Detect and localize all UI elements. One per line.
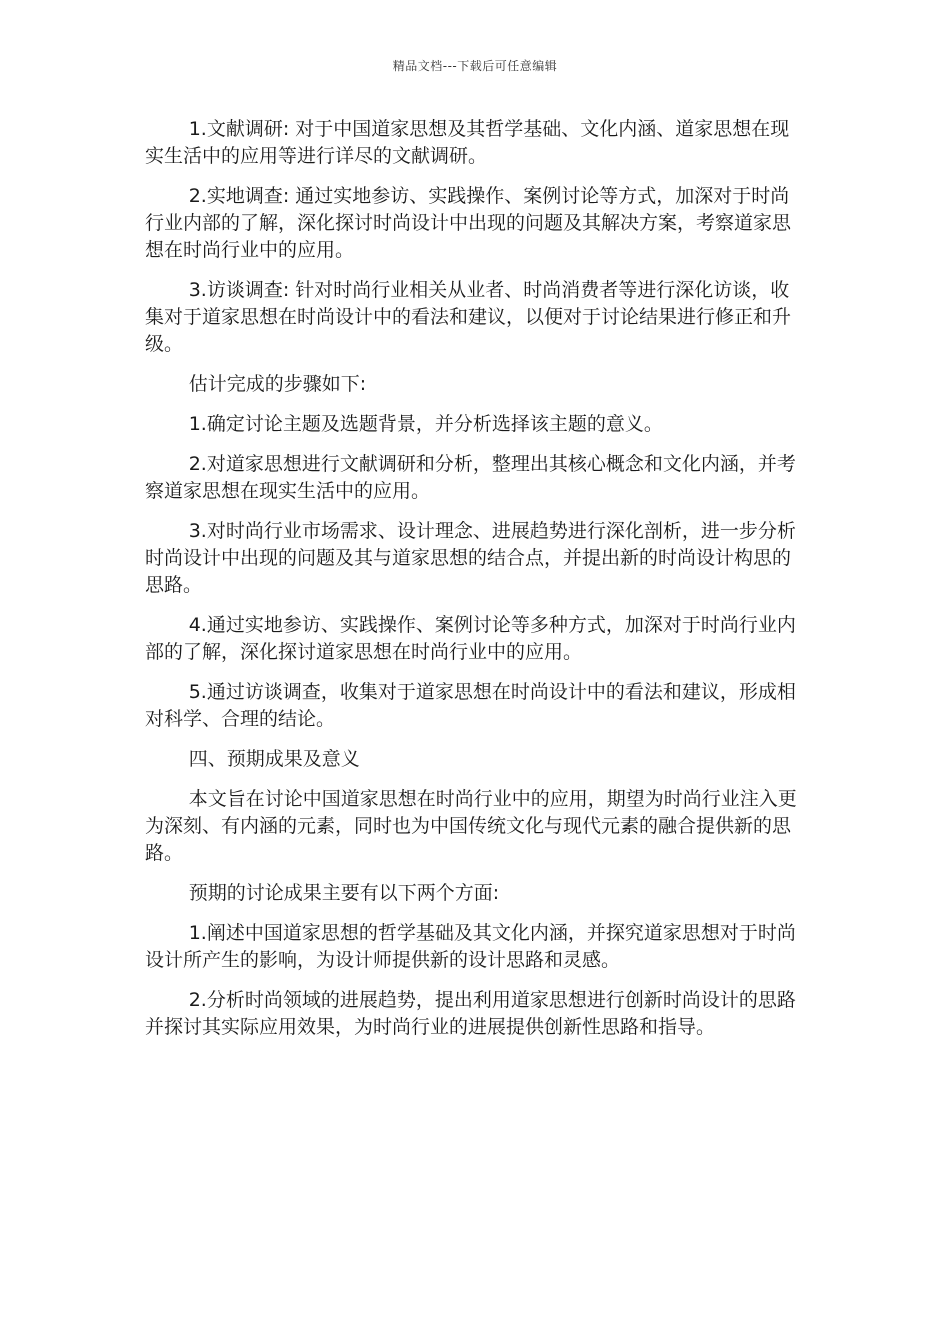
section-heading-expected-results: 四、预期成果及意义 [188, 748, 360, 770]
page-header: 精品文档---下载后可任意编辑 [392, 59, 558, 73]
paragraph-results-intro: 预期的讨论成果主要有以下两个方面: [188, 882, 500, 904]
paragraph-steps-intro: 估计完成的步骤如下: [188, 373, 367, 395]
paragraph-step-2: 2.对道家思想进行文献调研和分析，整理出其核心概念和文化内涵，并考察道家思想在现实生活中的应用。 [145, 453, 796, 502]
document-body [145, 116, 805, 1054]
paragraph-step-1: 1.确定讨论主题及选题背景，并分析选择该主题的意义。 [188, 413, 663, 435]
paragraph-result-2: 2.分析时尚领域的进展趋势，提出利用道家思想进行创新时尚设计的思路并探讨其实际应用效果，为时尚行业的进展提供创新性思路和指导。 [145, 989, 796, 1038]
paragraph-method-fieldwork: 2.实地调查: 通过实地参访、实践操作、案例讨论等方式，加深对于时尚行业内部的了解，深化探讨时尚设计中出现的问题及其解决方案，考察道家思想在时尚行业中的应用。 [145, 185, 792, 261]
paragraph-step-4: 4.通过实地参访、实践操作、案例讨论等多种方式，加深对于时尚行业内部的了解，深化探讨道家思想在时尚行业中的应用。 [145, 614, 796, 663]
paragraph-result-1: 1.阐述中国道家思想的哲学基础及其文化内涵，并探究道家思想对于时尚设计所产生的影响，为设计师提供新的设计思路和灵感。 [145, 922, 796, 971]
paragraph-step-3: 3.对时尚行业市场需求、设计理念、进展趋势进行深化剖析，进一步分析时尚设计中出现的问题及其与道家思想的结合点，并提出新的时尚设计构思的思路。 [145, 520, 796, 596]
paragraph-purpose: 本文旨在讨论中国道家思想在时尚行业中的应用，期望为时尚行业注入更为深刻、有内涵的元素，同时也为中国传统文化与现代元素的融合提供新的思路。 [145, 788, 797, 864]
paragraph-method-literature: 1.文献调研: 对于中国道家思想及其哲学基础、文化内涵、道家思想在现实生活中的应用等进行详尽的文献调研。 [145, 118, 790, 167]
paragraph-step-5: 5.通过访谈调查，收集对于道家思想在时尚设计中的看法和建议，形成相对科学、合理的结论。 [145, 681, 796, 730]
paragraph-method-interview: 3.访谈调查: 针对时尚行业相关从业者、时尚消费者等进行深化访谈，收集对于道家思想在时尚设计中的看法和建议，以便对于讨论结果进行修正和升级。 [145, 279, 792, 355]
